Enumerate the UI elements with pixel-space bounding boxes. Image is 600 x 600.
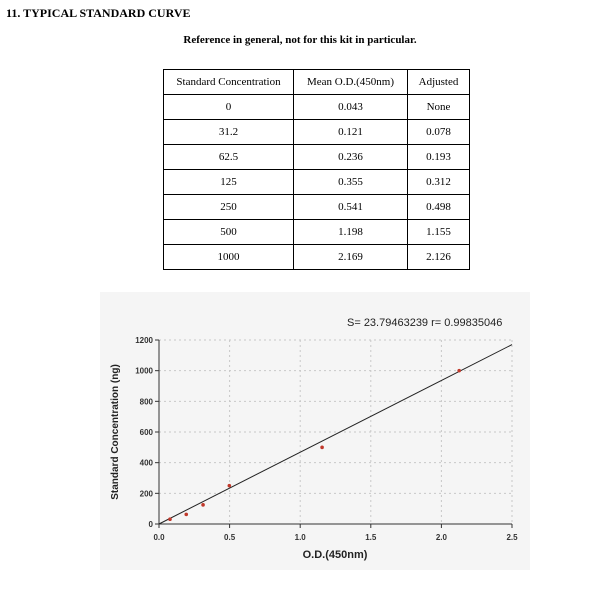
y-tick-label: 600 <box>139 428 153 437</box>
table-row <box>164 220 470 245</box>
cell-concentration: 250 <box>164 195 294 220</box>
cell-adjusted: None <box>408 95 470 120</box>
reference-note: Reference in general, not for this kit in particular. <box>183 34 417 46</box>
y-tick-label: 400 <box>139 458 153 468</box>
y-tick-label: 1200 <box>135 336 153 345</box>
data-point <box>457 369 461 373</box>
x-tick-label: 2.0 <box>435 533 447 542</box>
y-ticks <box>135 336 159 529</box>
header-mean-od: Mean O.D.(450nm) <box>294 70 408 95</box>
regression-equation: S= 23.79463239 r= 0.99835046 <box>347 317 503 329</box>
cell-mean-od: 0.121 <box>294 120 408 145</box>
cell-mean-od: 1.198 <box>294 220 408 245</box>
y-tick-label: 800 <box>139 397 153 407</box>
table-row <box>164 170 470 195</box>
table-row <box>164 95 470 120</box>
cell-mean-od: 0.043 <box>294 95 408 120</box>
x-tick-label: 2.5 <box>506 533 518 542</box>
data-point <box>168 517 172 521</box>
standard-table <box>163 69 470 270</box>
table-header-row <box>164 70 470 95</box>
data-point <box>184 513 188 517</box>
cell-mean-od: 0.236 <box>294 145 408 170</box>
cell-mean-od: 0.355 <box>294 170 408 195</box>
chart-svg <box>100 292 530 570</box>
cell-concentration: 125 <box>164 170 294 195</box>
header-adjusted: Adjusted <box>408 70 470 95</box>
cell-adjusted: 2.126 <box>408 245 470 270</box>
x-tick-label: 0.5 <box>224 533 236 542</box>
header-standard-concentration: Standard Concentration <box>164 70 294 95</box>
data-point <box>320 446 324 450</box>
cell-concentration: 62.5 <box>164 145 294 170</box>
grid-lines <box>159 340 512 524</box>
x-tick-label: 0.0 <box>153 533 165 542</box>
cell-concentration: 1000 <box>164 245 294 270</box>
cell-adjusted: 1.155 <box>408 220 470 245</box>
section-heading: 11. TYPICAL STANDARD CURVE <box>6 6 191 20</box>
cell-concentration: 500 <box>164 220 294 245</box>
cell-concentration: 31.2 <box>164 120 294 145</box>
cell-concentration: 0 <box>164 95 294 120</box>
data-point <box>228 484 232 488</box>
y-axis-label: Standard Concentration (ng) <box>110 364 121 500</box>
table-row <box>164 145 470 170</box>
cell-adjusted: 0.312 <box>408 170 470 195</box>
x-ticks <box>153 524 518 542</box>
y-tick-label: 1000 <box>135 366 153 376</box>
x-tick-label: 1.0 <box>294 533 306 542</box>
table-row <box>164 195 470 220</box>
cell-mean-od: 0.541 <box>294 195 408 220</box>
table-row <box>164 245 470 270</box>
x-tick-label: 1.5 <box>365 533 377 542</box>
cell-adjusted: 0.193 <box>408 145 470 170</box>
cell-adjusted: 0.498 <box>408 195 470 220</box>
table-row <box>164 120 470 145</box>
y-tick-label: 0 <box>148 520 153 529</box>
cell-adjusted: 0.078 <box>408 120 470 145</box>
data-point <box>201 503 205 507</box>
cell-mean-od: 2.169 <box>294 245 408 270</box>
standard-curve-chart <box>100 292 530 570</box>
x-axis-label: O.D.(450nm) <box>302 549 368 561</box>
y-tick-label: 200 <box>139 489 153 499</box>
